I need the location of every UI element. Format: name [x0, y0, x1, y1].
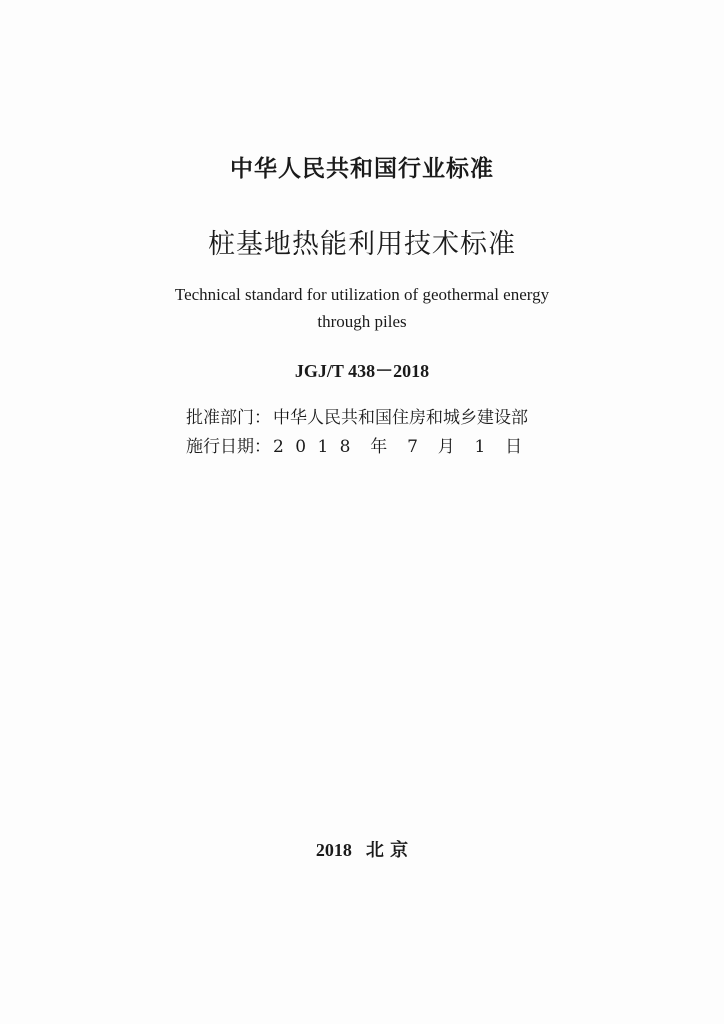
standard-code: JGJ/T 438－2018 [294, 361, 430, 381]
standard-title-english-line2: through piles [317, 312, 407, 331]
standard-title-chinese: 桩基地热能利用技术标准 [208, 229, 516, 260]
publication-year: 2018 [315, 840, 352, 860]
approval-department-value: 中华人民共和国住房和城乡建设部 [273, 408, 528, 428]
standard-title-english-line1: Technical standard for utilization of geothermal energy [174, 285, 550, 304]
approval-department-label: 批准部门： [186, 408, 271, 428]
standard-title-english [0, 281, 724, 335]
approval-department-row [186, 403, 528, 428]
publication-footer [0, 836, 724, 862]
industry-standard-heading: 中华人民共和国行业标准 [230, 156, 494, 182]
effective-date-label: 施行日期： [186, 437, 271, 457]
effective-date-row [186, 432, 525, 457]
publication-city: 北 京 [365, 840, 409, 861]
effective-date-value: 2 0 1 8 年 7 月 1 日 [273, 437, 526, 457]
